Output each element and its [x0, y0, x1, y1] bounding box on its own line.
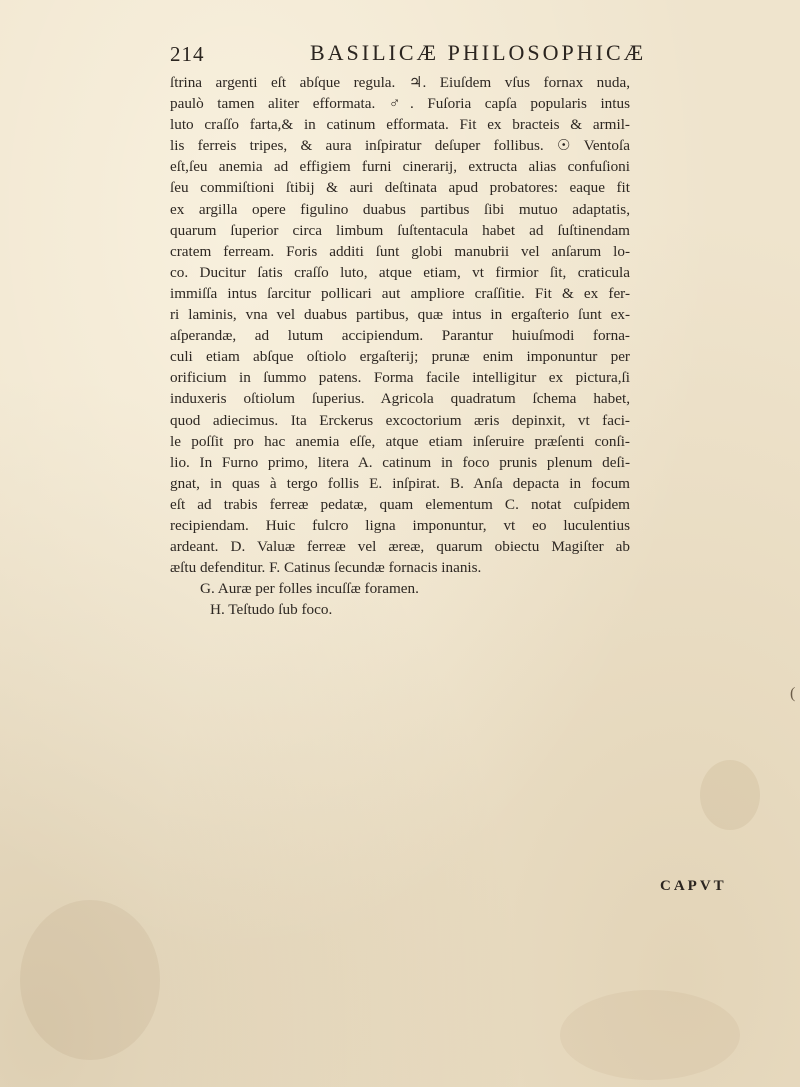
text-line: ardeant. D. Valuæ ferreæ vel æreæ, quarum obiectu Magiſter ab: [170, 538, 630, 556]
text-line: induxeris oſtiolum ſuperius. Agricola quadratum ſchema habet,: [170, 390, 630, 408]
text-line: quod adiecimus. Ita Erckerus excoctorium æris depinxit, vt faci-: [170, 411, 630, 429]
page-number: 214: [170, 42, 205, 66]
text-line: ſeu commiſtioni ſtibij & auri deſtinata apud probatores: eaque fit: [170, 179, 630, 197]
text-line: paulò tamen aliter efformata. ♂. Fuſoria capſa popularis intus: [170, 95, 630, 113]
text-line: immiſſa intus ſarcitur pollicari aut ampliore craſſitie. Fit & ex fer-: [170, 284, 630, 302]
text-line: ſtrina argenti eſt abſque regula. ♃. Eiuſdem vſus fornax nuda,: [170, 74, 630, 91]
paper-stain: [20, 900, 160, 1060]
text-line: lis ferreis tripes, & aura inſpiratur deſuper follibus. ☉ Ventoſa: [170, 137, 630, 155]
paper-stain: [700, 760, 760, 830]
text-line: luto craſſo farta,& in catinum efformata. Fit ex bracteis & armil-: [170, 116, 630, 134]
text-line: ex argilla opere figulino duabus partibus ſibi mutuo adaptatis,: [170, 200, 630, 218]
text-line: gnat, in quas à tergo follis E. inſpirat. B. Anſa depacta in focum: [170, 474, 630, 492]
body-text: [170, 72, 630, 620]
text-line: æſtu defenditur. F. Catinus ſecundæ fornacis inanis.: [170, 559, 482, 577]
text-line: ri laminis, vna vel duabus partibus, quæ intus in ergaſterio ſunt ex-: [170, 306, 630, 324]
margin-mark: (: [790, 685, 796, 702]
catchword: CAPVT: [660, 878, 727, 894]
text-line: eſt,ſeu anemia ad effigiem furni cinerarij, extructa alias confuſioni: [170, 158, 630, 176]
text-line: eſt ad trabis ferreæ pedatæ, quam elementum C. notat cuſpidem: [170, 495, 630, 513]
text-line: le poſſit pro hac anemia eſſe, atque etiam inſeruire præſenti conſi-: [170, 432, 630, 450]
text-line: lio. In Furno primo, litera A. catinum in foco prunis plenum deſi-: [170, 453, 630, 471]
legend-entry: G. Auræ per folles incuſſæ foramen.: [200, 580, 419, 598]
text-line: aſperandæ, ad lutum accipiendum. Parantur huiuſmodi forna-: [170, 327, 630, 345]
paper-stain: [560, 990, 740, 1080]
text-line: co. Ducitur ſatis craſſo luto, atque etiam, vt firmior ſit, craticula: [170, 263, 630, 281]
text-line: orificium in ſummo patens. Forma facile intelligitur ex pictura,ſi: [170, 369, 630, 387]
text-line: culi etiam abſque oſtiolo ergaſterij; prunæ enim imponuntur per: [170, 348, 630, 366]
text-line: cratem ferream. Foris additi ſunt globi manubrii vel anſarum lo-: [170, 242, 630, 260]
page-header: [170, 38, 670, 68]
running-head: BASILICÆ PHILOSOPHICÆ: [310, 40, 647, 65]
legend-entry: H. Teſtudo ſub foco.: [210, 601, 333, 619]
text-line: recipiendam. Huic fulcro ligna imponuntur, vt eo luculentius: [170, 516, 630, 534]
text-line: quarum ſuperior circa limbum ſuſtentacula habet ad ſuſtinendam: [170, 221, 630, 239]
